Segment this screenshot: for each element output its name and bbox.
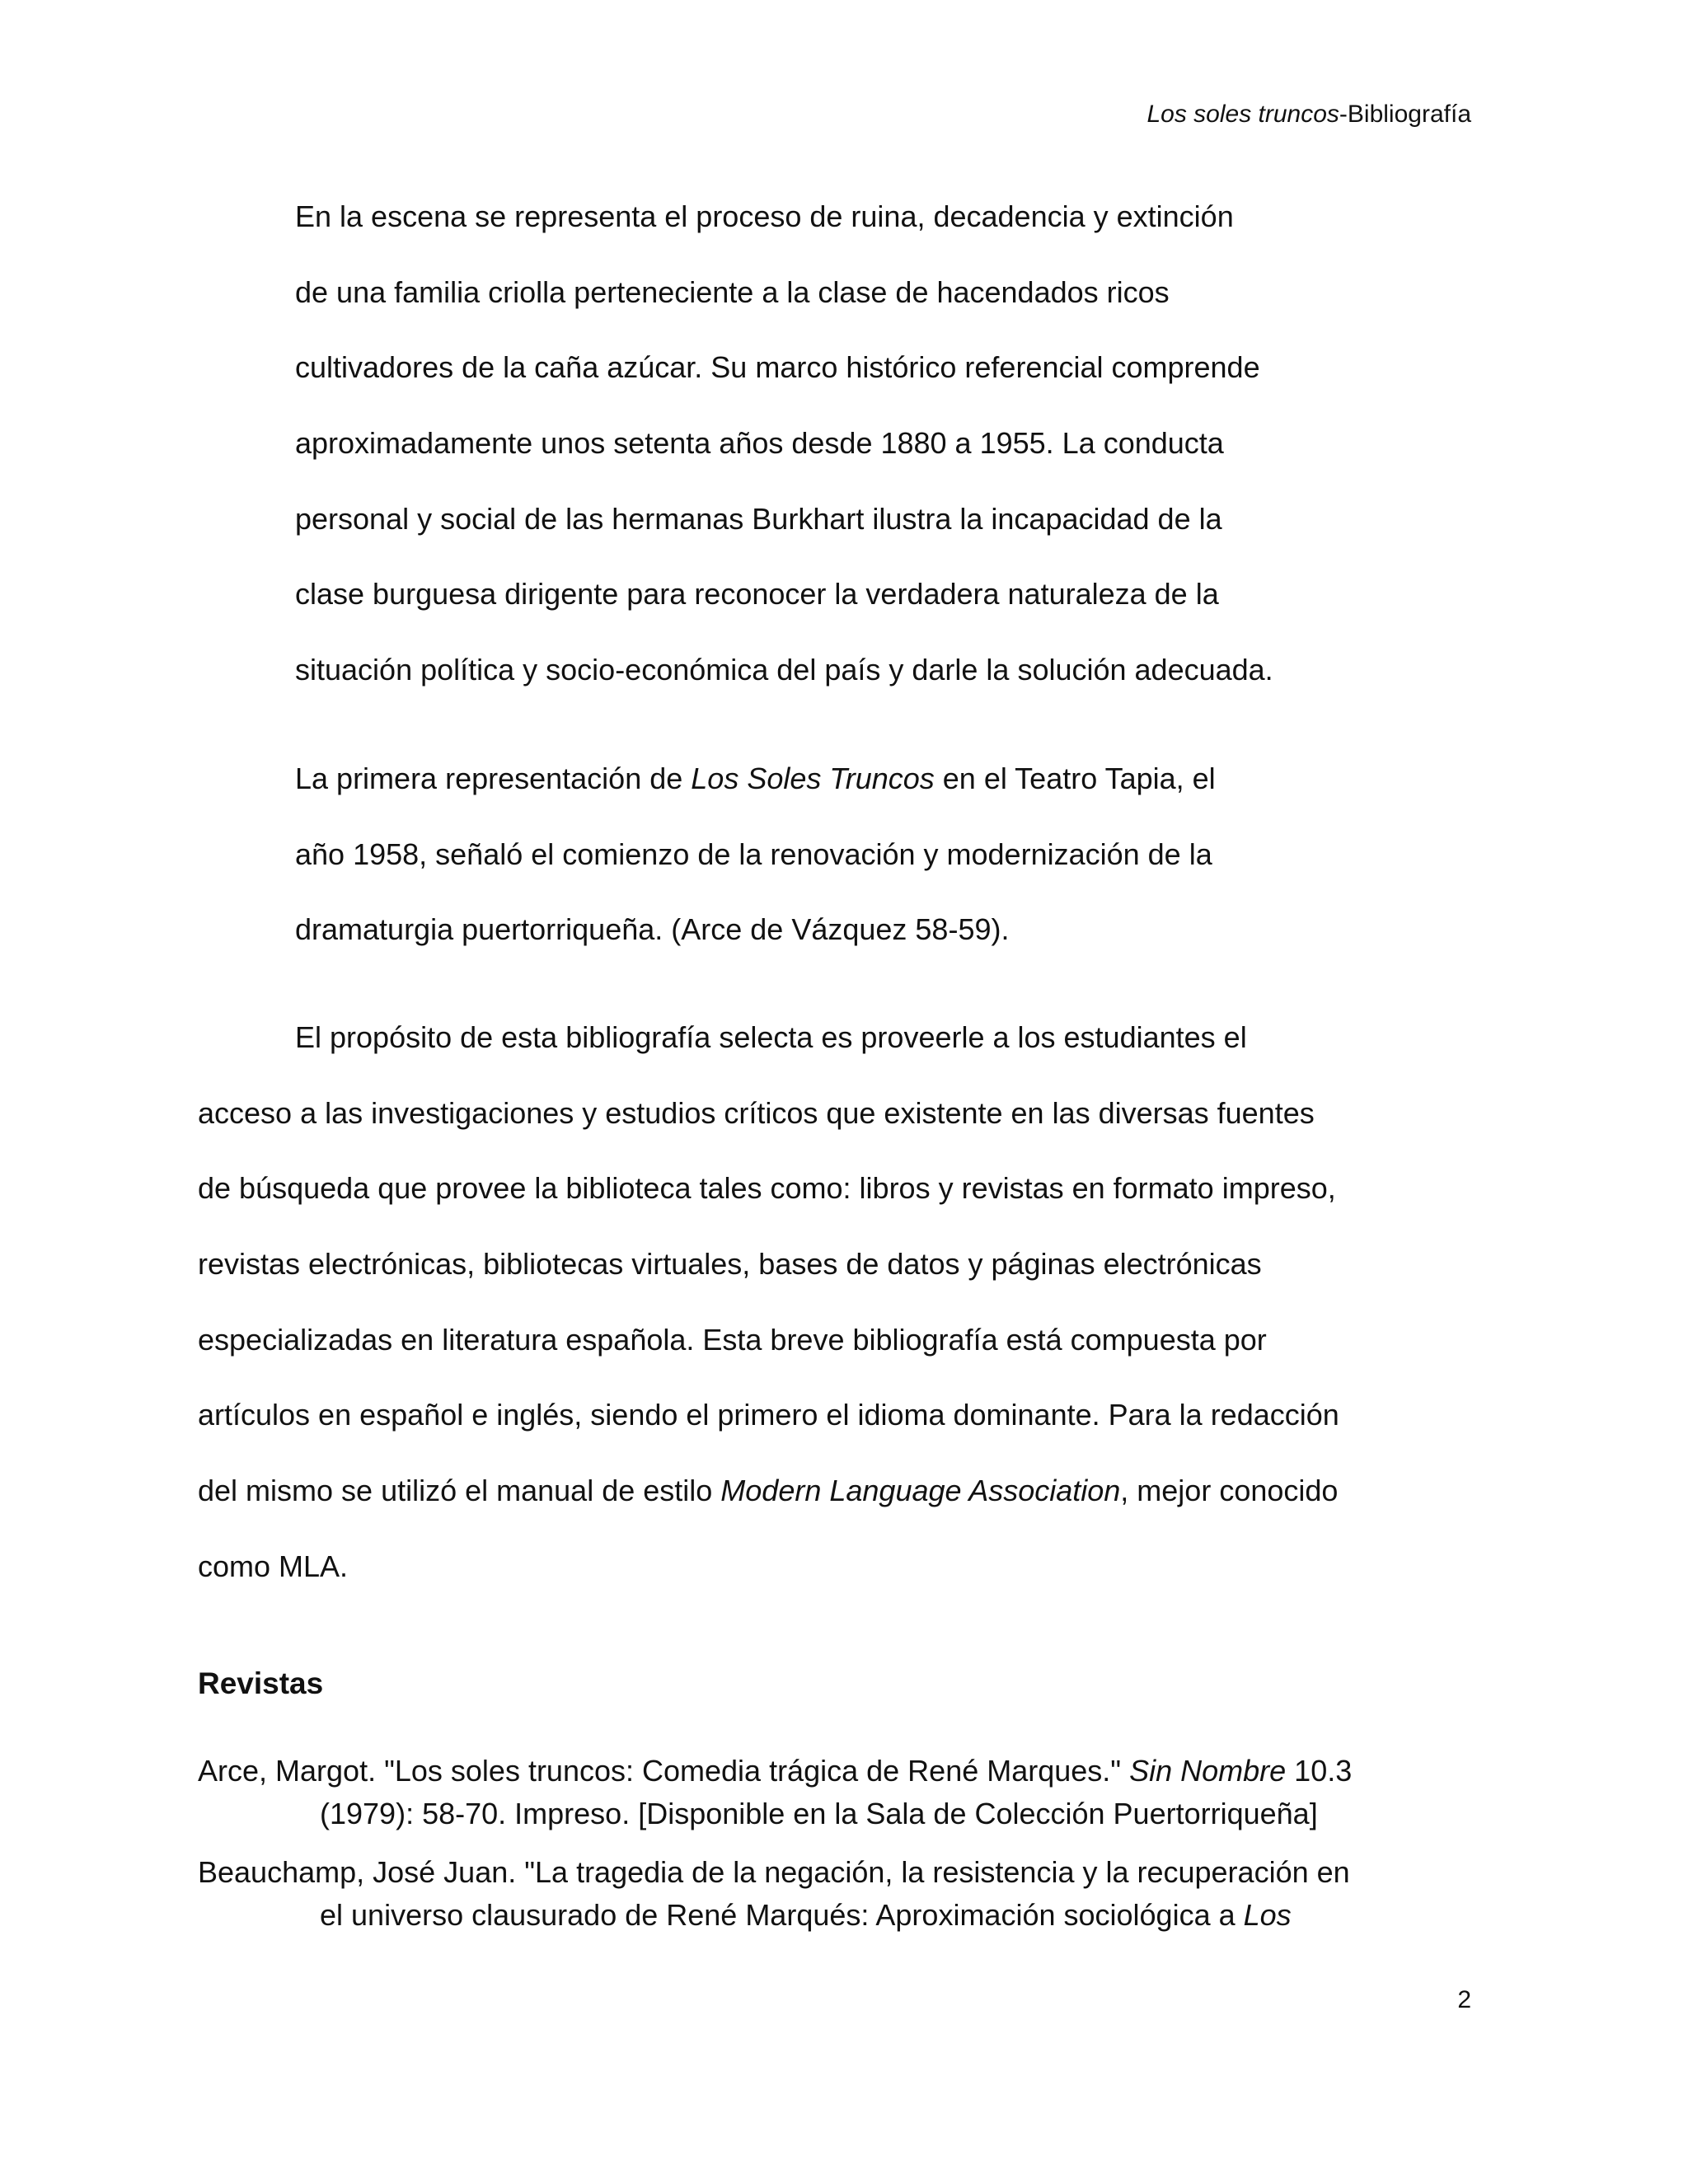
paragraph-premiere xyxy=(198,741,1484,968)
entry-line: Beauchamp, José Juan. "La tragedia de la negación, la resistencia y la recuperación en xyxy=(198,1855,1350,1889)
bibliography-entry xyxy=(198,1851,1484,1937)
paragraph-line: aproximadamente unos setenta años desde 1880 a 1955. La conducta xyxy=(295,426,1224,461)
paragraph-line: artículos en español e inglés, siendo el primero el idioma dominante. Para la redacción xyxy=(198,1398,1339,1432)
running-header-title: Los soles truncos xyxy=(1146,101,1339,128)
book-title-fragment: Los xyxy=(1243,1898,1292,1932)
entry-line xyxy=(198,1894,1484,1937)
paragraph-intro xyxy=(198,179,1484,708)
entry-line xyxy=(198,1750,1484,1793)
paragraph-line: situación política y socio-económica del país y darle la solución adecuada. xyxy=(295,653,1273,687)
text-run: Arce, Margot. "Los soles truncos: Comedia trágica de René Marques." xyxy=(198,1754,1130,1788)
journal-title: Sin Nombre xyxy=(1129,1754,1287,1788)
running-header xyxy=(907,101,1471,129)
style-manual-title: Modern Language Association xyxy=(720,1474,1121,1508)
text-run: del mismo se utilizó el manual de estilo xyxy=(198,1474,721,1508)
paragraph-line: como MLA. xyxy=(198,1549,349,1583)
paragraph-line xyxy=(198,741,1484,817)
paragraph-line: cultivadores de la caña azúcar. Su marco histórico referencial comprende xyxy=(295,350,1260,385)
paragraph-line: acceso a las investigaciones y estudios críticos que existente en las diversas fuentes xyxy=(198,1095,1315,1130)
bibliography-entry xyxy=(198,1750,1484,1835)
paragraph-purpose xyxy=(198,1000,1484,1605)
text-run: , mejor conocido xyxy=(1120,1474,1339,1508)
paragraph-line: año 1958, señaló el comienzo de la renovación y modernización de la xyxy=(295,837,1212,871)
entry-line: (1979): 58-70. Impreso. [Disponible en la Sala de Colección Puertorriqueña] xyxy=(320,1797,1318,1830)
text-run: en el Teatro Tapia, el xyxy=(934,762,1216,795)
paragraph-line: de una familia criolla perteneciente a la clase de hacendados ricos xyxy=(295,274,1170,309)
paragraph-line: clase burguesa dirigente para reconocer la verdadera naturaleza de la xyxy=(295,577,1219,612)
text-run: 10.3 xyxy=(1286,1754,1353,1788)
text-run: La primera representación de xyxy=(295,762,692,795)
paragraph-line: personal y social de las hermanas Burkhart ilustra la incapacidad de la xyxy=(295,501,1222,536)
paragraph-line: En la escena se representa el proceso de ruina, decadencia y extinción xyxy=(295,199,1234,233)
paragraph-line xyxy=(198,1453,1484,1529)
section-heading-revistas: Revistas xyxy=(198,1666,324,1700)
paragraph-line: dramaturgia puertorriqueña. (Arce de Vázquez 58-59). xyxy=(295,912,1010,947)
running-header-suffix: -Bibliografía xyxy=(1339,101,1471,128)
paragraph-line: revistas electrónicas, bibliotecas virtuales, bases de datos y páginas electrónicas xyxy=(198,1247,1262,1282)
text-run: el universo clausurado de René Marqués: Aproximación sociológica a xyxy=(320,1898,1244,1932)
page-number: 2 xyxy=(1457,1986,1471,2013)
paragraph-line: de búsqueda que provee la biblioteca tales como: libros y revistas en formato impreso, xyxy=(198,1171,1336,1206)
paragraph-line: El propósito de esta bibliografía selecta es proveerle a los estudiantes el xyxy=(295,1020,1247,1054)
play-title: Los Soles Truncos xyxy=(691,762,935,795)
paragraph-line: especializadas en literatura española. Esta breve bibliografía está compuesta por xyxy=(198,1322,1267,1357)
